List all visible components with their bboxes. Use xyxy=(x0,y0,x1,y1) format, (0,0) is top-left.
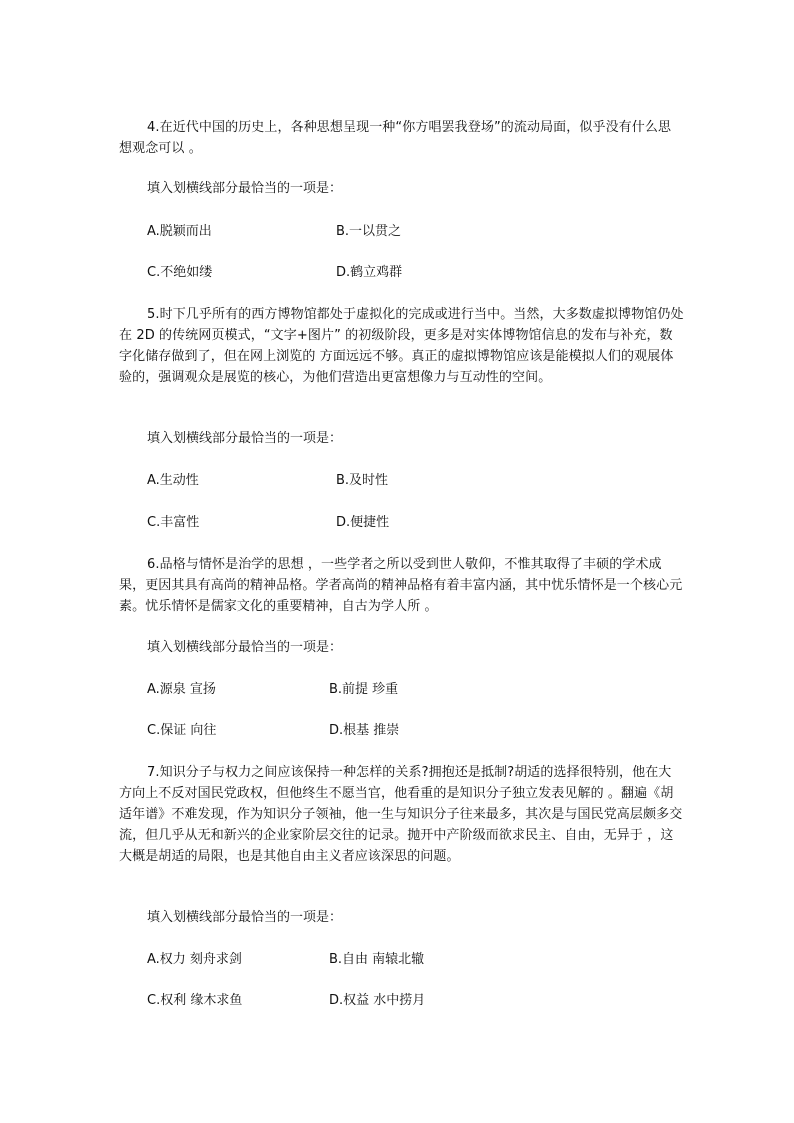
question-6-text: 6.品格与情怀是治学的思想 ，一些学者之所以受到世人敬仰，不惟其取得了丰硕的学术成果，更因其具有高尚的精神品格。学者高尚的精神品格有着丰富内涵，其中忧乐情怀是一个核心元素。忧乐情怀是儒家文化的重要精神，自古为学人所 。 xyxy=(119,557,683,614)
question-5-option-b: B.及时性 xyxy=(336,473,389,488)
question-5-text: 5.时下几乎所有的西方博物馆都处于虚拟化的完成或进行当中。当然，大多数虚拟博物馆仍处在 2D 的传统网页模式，“文字+图片” 的初级阶段，更多是对实体博物馆信息的发布与补充，数字化储存做到了，但在网上浏览的 方面远远不够。真正的虚拟博物馆应该是能模拟人们的观展体验的，强调观众是展览的核心，为他们营造出更富想像力与互动性的空间。 xyxy=(119,307,684,385)
question-5-option-d: D.便捷性 xyxy=(336,515,390,530)
question-7-option-d: D.权益 水中捞月 xyxy=(329,993,426,1008)
question-4-prompt: 填入划横线部分最恰当的一项是： xyxy=(147,181,343,196)
question-5-option-c: C.丰富性 xyxy=(147,515,200,530)
question-6-option-d: D.根基 推崇 xyxy=(329,723,400,738)
question-4-option-b: B.一以贯之 xyxy=(336,224,402,239)
question-7-option-a: A.权力 刻舟求剑 xyxy=(147,952,242,967)
question-7-option-b: B.自由 南辕北辙 xyxy=(329,952,425,967)
question-6-option-a: A.源泉 宣扬 xyxy=(147,682,216,697)
question-6-option-c: C.保证 向往 xyxy=(147,723,217,738)
question-6-option-b: B.前提 珍重 xyxy=(329,682,399,697)
question-7-option-c: C.权利 缘木求鱼 xyxy=(147,993,243,1008)
question-4-text: 4.在近代中国的历史上，各种思想呈现一种“你方唱罢我登场”的流动局面，似乎没有什么思想观念可以 。 xyxy=(119,120,672,156)
question-6-prompt: 填入划横线部分最恰当的一项是： xyxy=(147,640,343,655)
question-4-option-a: A.脱颖而出 xyxy=(147,224,212,239)
question-5-prompt: 填入划横线部分最恰当的一项是： xyxy=(147,431,343,446)
question-4-option-d: D.鹤立鸡群 xyxy=(336,265,403,280)
question-5-option-a: A.生动性 xyxy=(147,473,199,488)
question-7-text: 7.知识分子与权力之间应该保持一种怎样的关系?拥抱还是抵制?胡适的选择很特别，他在大方向上不反对国民党政权，但他终生不愿当官，他看重的是知识分子独立发表见解的 。翻遍《胡适年谱》不难发现，作为知识分子领袖，他一生与知识分子往来最多，其次是与国民党高层颇多交流，但几乎从无和新兴的企业家阶层交往的记录。抛开中产阶级而欲求民主、自由，无异于 ，这大概是胡适的局限，也是其他自由主义者应该深思的问题。 xyxy=(119,765,683,864)
question-7-prompt: 填入划横线部分最恰当的一项是： xyxy=(147,910,343,925)
question-4-option-c: C.不绝如缕 xyxy=(147,265,213,280)
